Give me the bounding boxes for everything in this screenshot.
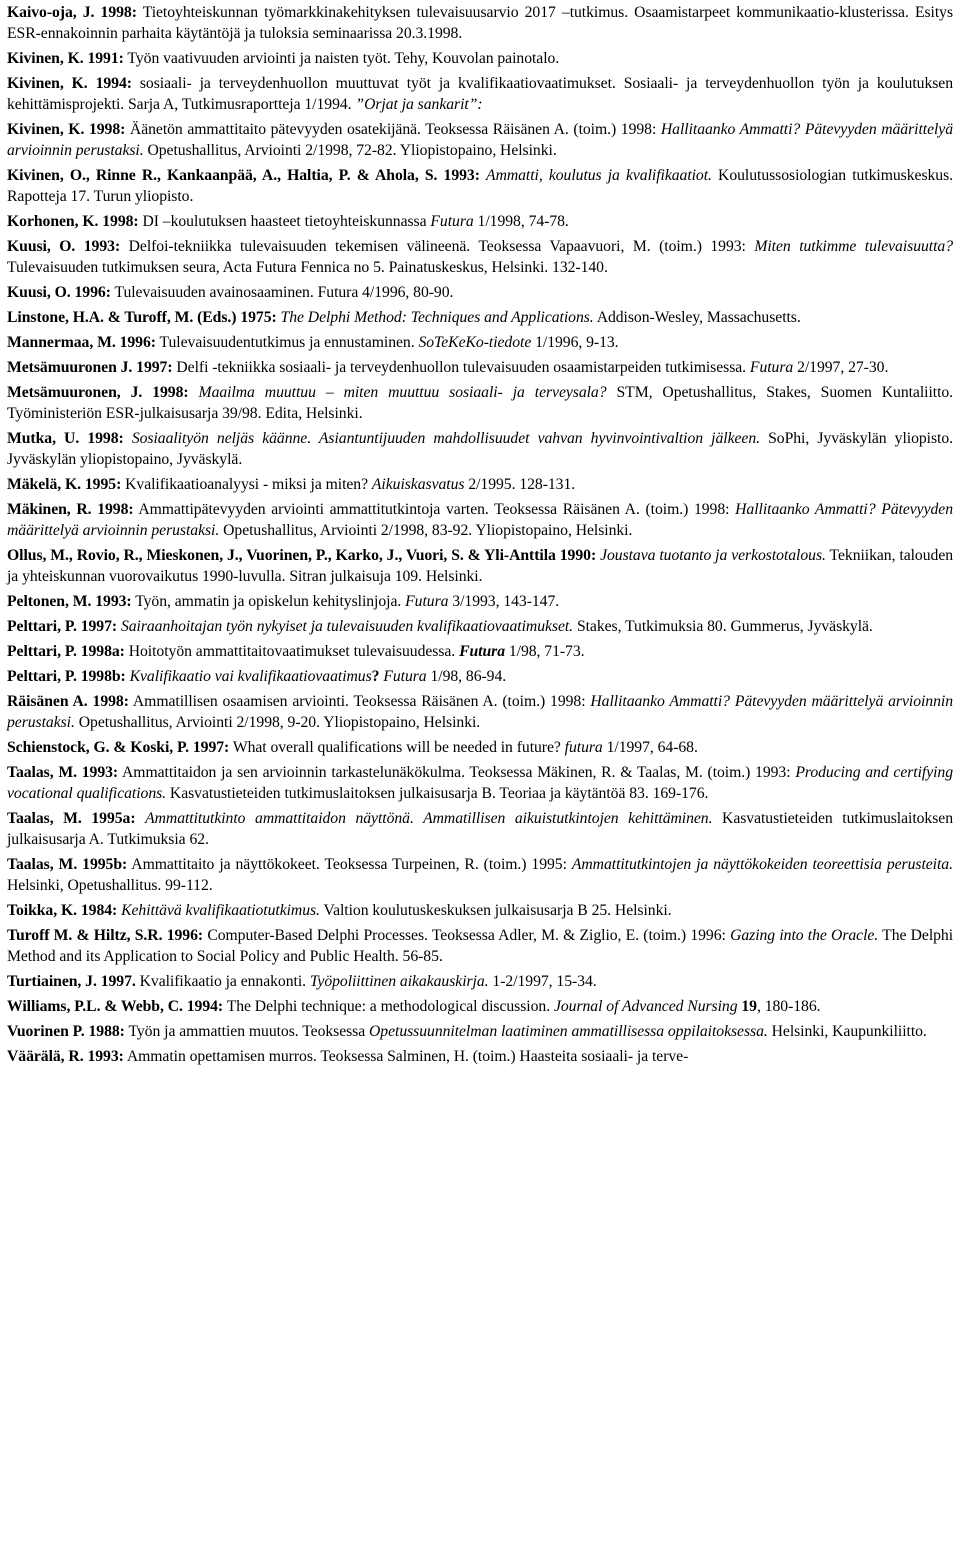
- reference-entry: [7, 996, 953, 1017]
- reference-entry: [7, 925, 953, 967]
- ref-italic: Futura: [405, 593, 449, 610]
- ref-author: Taalas, M.: [7, 764, 77, 781]
- ref-author: Peltonen, M.: [7, 593, 92, 610]
- ref-author: Kivinen, K.: [7, 75, 88, 92]
- reference-entry: [7, 474, 953, 495]
- ref-italic: Ammatti, koulutus ja kvalifikaatiot.: [486, 167, 712, 184]
- reference-entry: [7, 762, 953, 804]
- ref-italic: Opetussuunnitelman laatiminen ammatillisessa oppilaitoksessa.: [369, 1023, 768, 1040]
- ref-italic: Futura: [430, 213, 474, 230]
- ref-text: The Delphi technique: a methodological discussion.: [226, 998, 551, 1015]
- ref-year: 1995:: [84, 476, 122, 493]
- ref-year: 1998:: [152, 384, 189, 401]
- ref-author: Linstone, H.A. & Turoff, M. (Eds.): [7, 309, 237, 326]
- ref-year: 1998:: [97, 501, 134, 518]
- ref-italic: Gazing into the Oracle.: [730, 927, 879, 944]
- ref-text: Ammatillisen osaamisen arviointi. Teoksessa Räisänen A. (toim.) 1998:: [132, 693, 586, 710]
- ref-italic: Joustava tuotanto ja verkostotalous.: [600, 547, 826, 564]
- ref-year: 1996:: [74, 284, 111, 301]
- ref-text: Tulevaisuudentutkimus ja ennustaminen.: [159, 334, 415, 351]
- ref-text: Hoitotyön ammattitaitovaatimukset tulevaisuudessa.: [128, 643, 456, 660]
- ref-author: Pelttari, P.: [7, 618, 77, 635]
- ref-text: Tietoyhteiskunnan työmarkkinakehityksen tulevaisuusarvio 2017 –tutkimus. Osaamistarpeet kommunikaatio-klusterissa. Esitys ESR-ennakoinnin parhaita käytäntöjä ja tuloksia seminaarissa 20.3.1998.: [7, 4, 953, 42]
- ref-italic: SoTeKeKo-tiedote: [418, 334, 532, 351]
- ref-author: Taalas, M.: [7, 810, 82, 827]
- ref-text: Valtion koulutuskeskuksen julkaisusarja B 25. Helsinki.: [323, 902, 672, 919]
- ref-text: , 180-186.: [756, 998, 821, 1015]
- ref-italic: Sairaanhoitajan työn nykyiset ja tulevaisuuden kvalifikaatiovaatimukset.: [120, 618, 574, 635]
- ref-year: 1993:: [95, 593, 132, 610]
- ref-text: Työn, ammatin ja opiskelun kehityslinjoja.: [135, 593, 402, 610]
- ref-year: 1991:: [87, 50, 124, 67]
- ref-text: Delfoi-tekniikka tulevaisuuden tekemisen välineenä. Teoksessa Vapaavuori, M. (toim.) 1993:: [128, 238, 746, 255]
- reference-entry: [7, 1046, 953, 1067]
- ref-year: 1996:: [119, 334, 156, 351]
- reference-entry: [7, 119, 953, 161]
- reference-entry: [7, 545, 953, 587]
- ref-italic: Hallitaanko Ammatti? Pätevyyden määrittelyä arvioinnin perustaksi.: [7, 121, 953, 159]
- ref-italic: Kvalifikaatio vai kvalifikaatiovaatimus: [129, 668, 372, 685]
- ref-year: 1988:: [88, 1023, 125, 1040]
- ref-author: Metsämuuronen J.: [7, 359, 133, 376]
- reference-entry: [7, 236, 953, 278]
- reference-entry: [7, 165, 953, 207]
- ref-text: Opetushallitus, Arviointi 2/1998, 83-92. Yliopistopaino, Helsinki.: [223, 522, 633, 539]
- ref-year: 1993:: [443, 167, 480, 184]
- ref-author: Kivinen, K.: [7, 50, 84, 67]
- ref-italic: Aikuiskasvatus: [371, 476, 465, 493]
- ref-bold: ?: [371, 668, 380, 685]
- ref-text: What overall qualifications will be needed in future?: [232, 739, 561, 756]
- ref-author: Pelttari, P.: [7, 643, 77, 660]
- ref-year: 1984:: [80, 902, 118, 919]
- reference-entry: [7, 1021, 953, 1042]
- ref-italic: Ammattitutkinto ammattitaidon näyttönä. Ammatillisen aikuistutkintojen kehittäminen.: [145, 810, 713, 827]
- ref-author: Räisänen A.: [7, 693, 88, 710]
- ref-text: Kasvatustieteiden tutkimuslaitoksen julkaisusarja B. Teoriaa ja käytäntöä 83. 169-176.: [169, 785, 709, 802]
- ref-text: 1/1996, 9-13.: [535, 334, 619, 351]
- ref-text: Kvalifikaatio ja ennakonti.: [139, 973, 307, 990]
- reference-entry: [7, 854, 953, 896]
- reference-entry: [7, 691, 953, 733]
- ref-italic: Työpoliittinen aikakauskirja.: [309, 973, 489, 990]
- ref-author: Mäkelä, K.: [7, 476, 82, 493]
- ref-text: Työn vaativuuden arviointi ja naisten työt. Tehy, Kouvolan painotalo.: [127, 50, 560, 67]
- ref-author: Kivinen, O., Rinne R., Kankaanpää, A., Haltia, P. & Ahola, S.: [7, 167, 438, 184]
- ref-text: 1-2/1997, 15-34.: [492, 973, 597, 990]
- ref-italic: Ammattitutkintojen ja näyttökokeiden teoreettisia perusteita.: [571, 856, 953, 873]
- ref-text: Tekniikan, talouden ja yhteiskunnan vuorovaikutus 1990-luvulla. Sitran julkaisuja 109. Helsinki.: [7, 547, 954, 585]
- ref-year: 1975:: [240, 309, 277, 326]
- ref-year: 1998:: [88, 121, 126, 138]
- reference-entry: [7, 357, 953, 378]
- ref-text: 1/1997, 64-68.: [606, 739, 698, 756]
- reference-entry: [7, 808, 953, 850]
- reference-entry: [7, 307, 953, 328]
- ref-text: Kvalifikaatioanalyysi - miksi ja miten?: [125, 476, 369, 493]
- ref-author: Toikka, K.: [7, 902, 77, 919]
- reference-entry: [7, 332, 953, 353]
- ref-author: Ollus, M., Rovio, R., Mieskonen, J., Vuorinen, P., Karko, J., Vuori, S. & Yli-Anttila: [7, 547, 556, 564]
- ref-author: Turoff M. & Hiltz, S.R.: [7, 927, 163, 944]
- ref-author: Taalas, M.: [7, 856, 78, 873]
- ref-year: 1994:: [95, 75, 132, 92]
- reference-entry: [7, 211, 953, 232]
- ref-author: Väärälä, R.: [7, 1048, 84, 1065]
- ref-year: 1995b:: [82, 856, 128, 873]
- ref-text: 1/98, 86-94.: [430, 668, 507, 685]
- ref-italic: ”Orjat ja sankarit”:: [355, 96, 483, 113]
- ref-text: Tulevaisuuden avainosaaminen. Futura 4/1996, 80-90.: [114, 284, 454, 301]
- reference-entry: [7, 382, 953, 424]
- ref-author: Metsämuuronen, J.: [7, 384, 143, 401]
- ref-text: Äänetön ammattitaito pätevyyden osatekijänä. Teoksessa Räisänen A. (toim.) 1998:: [129, 121, 657, 138]
- ref-bold: 19: [741, 998, 757, 1015]
- ref-text: The Delphi Method and its Application to Social Policy and Public Health. 56-85.: [7, 927, 954, 965]
- ref-bold-italic: Futura: [459, 643, 505, 660]
- reference-entry: [7, 737, 953, 758]
- ref-author: Turtiainen, J.: [7, 973, 97, 990]
- reference-entry: [7, 591, 953, 612]
- reference-entry: [7, 499, 953, 541]
- ref-italic: The Delphi Method: Techniques and Applications.: [280, 309, 594, 326]
- ref-year: 1997.: [100, 973, 136, 990]
- ref-text: STM, Opetushallitus, Stakes, Suomen Kuntaliitto. Työministeriön ESR-julkaisusarja 39/98. Edita, Helsinki.: [7, 384, 954, 422]
- ref-text: Helsinki, Kaupunkiliitto.: [771, 1023, 927, 1040]
- ref-year: 1993:: [83, 238, 121, 255]
- ref-year: 1995a:: [91, 810, 136, 827]
- ref-text: DI –koulutuksen haasteet tietoyhteiskunnassa: [142, 213, 427, 230]
- ref-text: Tulevaisuuden tutkimuksen seura, Acta Futura Fennica no 5. Painatuskeskus, Helsinki. 132-140.: [7, 259, 608, 276]
- ref-year: 1998:: [102, 213, 139, 230]
- ref-year: 1998b:: [80, 668, 126, 685]
- reference-entry: [7, 616, 953, 637]
- ref-text: Ammattitaito ja näyttökokeet. Teoksessa Turpeinen, R. (toim.) 1995:: [131, 856, 567, 873]
- ref-year: 1998:: [87, 430, 124, 447]
- ref-year: 1998:: [100, 4, 137, 21]
- ref-text: Työn ja ammattien muutos. Teoksessa: [128, 1023, 366, 1040]
- ref-year: 1996:: [166, 927, 204, 944]
- reference-entry: [7, 641, 953, 662]
- ref-text: 2/1997, 27-30.: [797, 359, 889, 376]
- ref-text: 1/98, 71-73.: [508, 643, 585, 660]
- ref-author: Kivinen, K.: [7, 121, 85, 138]
- ref-year: 1997:: [192, 739, 230, 756]
- ref-author: Vuorinen P.: [7, 1023, 85, 1040]
- ref-year: 1993:: [87, 1048, 124, 1065]
- ref-author: Schienstock, G. & Koski, P.: [7, 739, 189, 756]
- ref-text: Opetushallitus, Arviointi 2/1998, 9-20. Yliopistopaino, Helsinki.: [78, 714, 481, 731]
- reference-entry: [7, 428, 953, 470]
- ref-text: Koulutussosiologian tutkimuskeskus. Rapotteja 17. Turun yliopisto.: [7, 167, 954, 205]
- ref-year: 1998a:: [80, 643, 125, 660]
- reference-entry: [7, 282, 953, 303]
- ref-text: SoPhi, Jyväskylän yliopisto. Jyväskylän yliopistopaino, Jyväskylä.: [7, 430, 954, 468]
- ref-italic: Producing and certifying vocational qualifications.: [7, 764, 954, 802]
- ref-text: Delfi -tekniikka sosiaali- ja terveydenhuollon tulevaisuuden osaamistarpeiden tutkimisessa.: [176, 359, 747, 376]
- ref-author: Williams, P.L. & Webb, C.: [7, 998, 183, 1015]
- reference-entry: [7, 73, 953, 115]
- ref-year: 1997:: [80, 618, 118, 635]
- ref-italic: Sosiaalityön neljäs käänne. Asiantuntijuuden mahdollisuudet vahvan hyvinvointivaltion jälkeen.: [131, 430, 760, 447]
- ref-text: 3/1993, 143-147.: [452, 593, 560, 610]
- reference-entry: [7, 48, 953, 69]
- reference-entry: [7, 900, 953, 921]
- ref-italic: Futura: [749, 359, 794, 376]
- ref-author: Mannermaa, M.: [7, 334, 116, 351]
- ref-text: Ammattipätevyyden arviointi ammattitutkintoja varten. Teoksessa Räisänen A. (toim.) 1998:: [138, 501, 730, 518]
- ref-year: 1994:: [186, 998, 224, 1015]
- ref-text: Ammattitaidon ja sen arvioinnin tarkastelunäkökulma. Teoksessa Mäkinen, R. & Taalas, M. (toim.) 1993:: [122, 764, 791, 781]
- ref-text: Helsinki, Opetushallitus. 99-112.: [7, 877, 213, 894]
- ref-text: Stakes, Tutkimuksia 80. Gummerus, Jyväskylä.: [576, 618, 873, 635]
- ref-year: 1997:: [136, 359, 173, 376]
- ref-italic: Journal of Advanced Nursing: [553, 998, 738, 1015]
- ref-year: 1998:: [92, 693, 129, 710]
- ref-year: 1990:: [559, 547, 597, 564]
- ref-italic: Maailma muuttuu – miten muuttuu sosiaali- ja terveysala?: [198, 384, 607, 401]
- ref-text: 1/1998, 74-78.: [477, 213, 569, 230]
- ref-year: 1993:: [81, 764, 119, 781]
- reference-entry: [7, 2, 953, 44]
- ref-author: Kuusi, O.: [7, 284, 71, 301]
- ref-text: Kasvatustieteiden tutkimuslaitoksen julkaisusarja A. Tutkimuksia 62.: [7, 810, 953, 848]
- ref-italic: futura: [564, 739, 603, 756]
- ref-author: Mäkinen, R.: [7, 501, 92, 518]
- reference-entry: [7, 666, 953, 687]
- ref-author: Mutka, U.: [7, 430, 80, 447]
- ref-text: Opetushallitus, Arviointi 2/1998, 72-82. Yliopistopaino, Helsinki.: [147, 142, 557, 159]
- reference-entry: [7, 971, 953, 992]
- ref-text: Computer-Based Delphi Processes. Teoksessa Adler, M. & Ziglio, E. (toim.) 1996:: [207, 927, 726, 944]
- ref-italic: Futura: [383, 668, 427, 685]
- ref-italic: Miten tutkimme tulevaisuutta?: [754, 238, 953, 255]
- ref-text: sosiaali- ja terveydenhuollon muuttuvat työt ja kvalifikaatiovaatimukset. Sosiaali- ja terveydenhuollon työn ja koulutuksen kehittämisprojekti. Sarja A, Tutkimusraportteja 1/1994.: [7, 75, 954, 113]
- ref-text: 2/1995. 128-131.: [468, 476, 576, 493]
- ref-italic: Hallitaanko Ammatti? Pätevyyden määrittelyä arvioinnin perustaksi.: [7, 501, 953, 539]
- ref-text: Addison-Wesley, Massachusetts.: [596, 309, 801, 326]
- ref-author: Korhonen, K.: [7, 213, 99, 230]
- ref-text: Ammatin opettamisen murros. Teoksessa Salminen, H. (toim.) Haasteita sosiaali- ja terve-: [126, 1048, 689, 1065]
- ref-italic: Kehittävä kvalifikaatiotutkimus.: [121, 902, 320, 919]
- ref-author: Kuusi, O.: [7, 238, 76, 255]
- ref-italic: Hallitaanko Ammatti? Pätevyyden määrittelyä arvioinnin perustaksi.: [7, 693, 953, 731]
- ref-author: Kaivo-oja, J.: [7, 4, 95, 21]
- ref-author: Pelttari, P.: [7, 668, 77, 685]
